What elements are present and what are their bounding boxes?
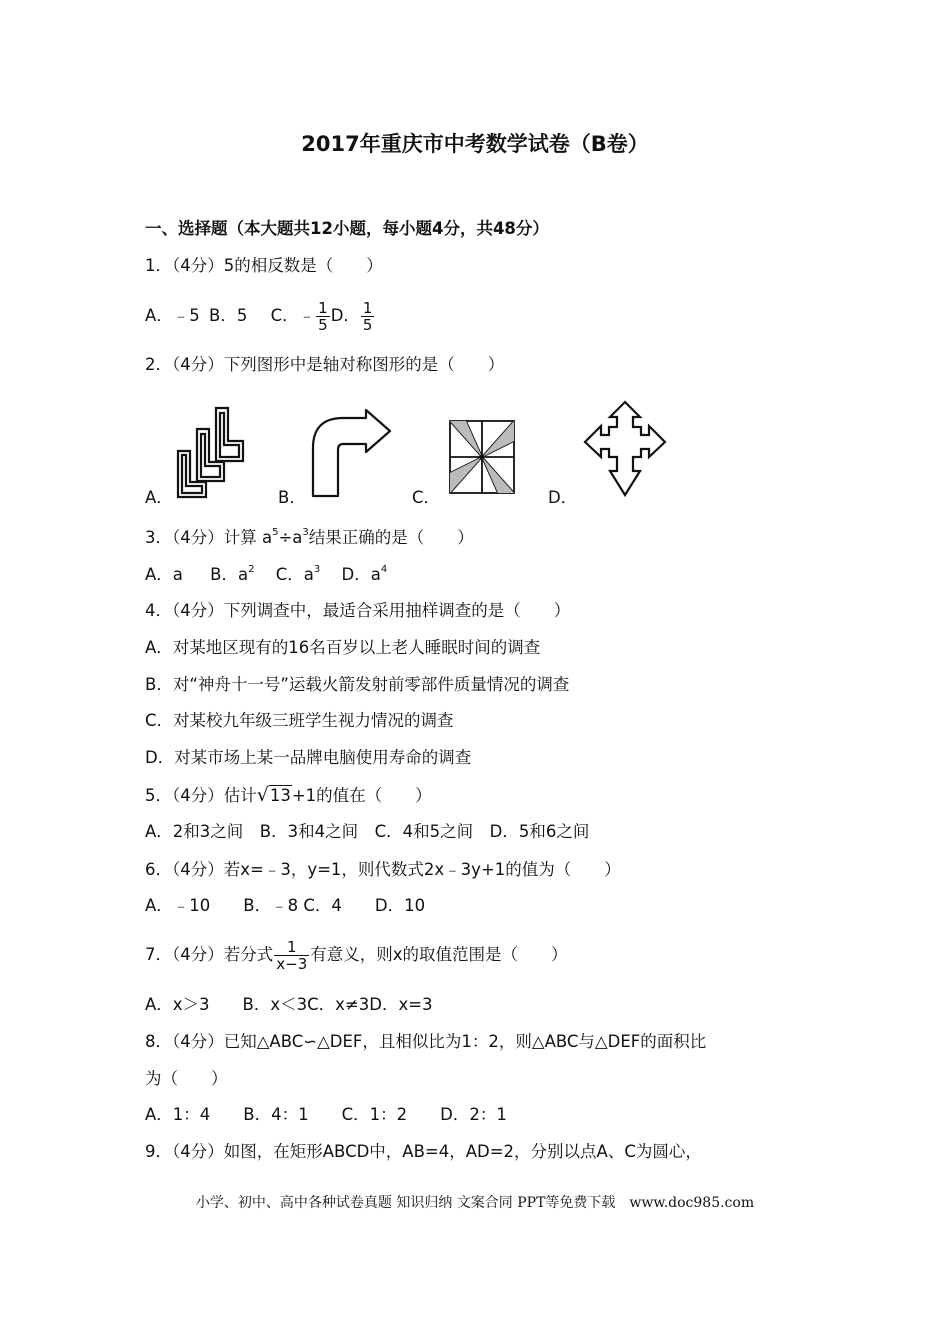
fraction-numerator: 1: [318, 299, 328, 317]
q2-option-c-label: C．: [412, 488, 441, 507]
question-6-stem: 6．（4分）若x=﹣3，y=1，则代数式2x﹣3y+1的值为（ ）: [145, 860, 621, 879]
figure-b-turn-arrow: [308, 408, 393, 498]
option-text: B．a: [210, 565, 249, 584]
q3-option-c: [276, 565, 321, 584]
q3-stem-middle: ÷a: [278, 528, 303, 547]
q5-stem-start: 5．（4分）估计: [145, 786, 257, 805]
fraction-denominator: 5: [318, 316, 328, 334]
q4-option-b: B．对“神舟十一号”运载火箭发射前零部件质量情况的调查: [145, 675, 570, 694]
figure-d-four-arrow-shape: [578, 400, 672, 498]
q7-fraction: [274, 939, 309, 972]
q1-option-d-prefix: D．: [330, 306, 360, 325]
question-3-stem: [145, 528, 474, 548]
q5-stem-end: +1的值在（ ）: [291, 786, 432, 805]
fraction-denominator: x−3: [276, 955, 308, 973]
q1-option-c-fraction: [316, 300, 330, 333]
fraction-numerator: 1: [286, 938, 297, 956]
question-7-stem: [145, 938, 568, 972]
question-8-stem-line-1: 8．（4分）已知△ABC∽△DEF，且相似比为1：2，则△ABC与△DEF的面积比: [145, 1032, 707, 1051]
radicand: 13: [269, 786, 291, 805]
question-1-options: [145, 300, 375, 333]
q1-option-a: A．﹣5: [145, 306, 200, 325]
q7-options: A．x＞3 B．x＜3C．x≠3D．x=3: [145, 995, 433, 1014]
exponent: 3: [313, 564, 321, 575]
option-text: D．a: [341, 565, 381, 584]
q1-option-d-fraction: [361, 300, 375, 333]
question-9-stem: 9．（4分）如图，在矩形ABCD中，AB=4，AD=2，分别以点A、C为圆心，: [145, 1142, 702, 1161]
q2-option-d-label: D．: [548, 488, 578, 507]
q3-stem-start: 3．（4分）计算 a: [145, 528, 273, 547]
exponent: 2: [248, 564, 255, 575]
q3-stem-end: 结果正确的是（ ）: [308, 528, 474, 547]
q4-option-d: D．对某市场上某一品牌电脑使用寿命的调查: [145, 748, 472, 767]
q5-options: A．2和3之间 B．3和4之间 C．4和5之间 D．5和6之间: [145, 822, 590, 841]
section-heading: 一、选择题（本大题共12小题，每小题4分，共48分）: [145, 219, 549, 238]
figure-c-pinwheel: [444, 413, 519, 498]
question-1-stem: 1．（4分）5的相反数是（ ）: [145, 256, 383, 275]
exponent: 3: [302, 527, 309, 538]
figure-a-stacked-l-shapes: [175, 405, 250, 500]
question-5-stem: [145, 785, 432, 806]
q7-stem-end: 有意义，则x的取值范围是（ ）: [310, 945, 568, 964]
question-8-stem-line-2: 为（ ）: [145, 1069, 228, 1088]
exam-title: 2017年重庆市中考数学试卷（B卷）: [301, 132, 649, 156]
fraction-denominator: 5: [362, 316, 373, 334]
option-text: C．a: [275, 565, 314, 584]
q4-option-a: A．对某地区现有的16名百岁以上老人睡眠时间的调查: [145, 638, 541, 657]
q2-option-a-label: A．: [145, 488, 173, 507]
page-footer: 小学、初中、高中各种试卷真题 知识归纳 文案合同 PPT等免费下载 www.doc985.com: [195, 1195, 755, 1211]
q8-options: A．1：4 B．4：1 C．1：2 D．2：1: [145, 1105, 507, 1124]
q4-option-c: C．对某校九年级三班学生视力情况的调查: [145, 711, 454, 730]
question-2-stem: 2．（4分）下列图形中是轴对称图形的是（ ）: [145, 355, 505, 374]
q3-option-d: [341, 565, 387, 584]
question-3-options: [145, 565, 387, 585]
fraction-numerator: 1: [362, 299, 373, 317]
exponent: 5: [272, 527, 279, 538]
question-4-stem: 4．（4分）下列调查中，最适合采用抽样调查的是（ ）: [145, 601, 571, 620]
q3-option-a: A．a: [145, 565, 183, 584]
q3-option-b: [210, 565, 254, 584]
q7-stem-start: 7．（4分）若分式: [145, 945, 274, 964]
exponent: 4: [380, 564, 388, 575]
q1-option-c-prefix: C．﹣: [270, 306, 316, 325]
q1-option-b: B．5: [209, 306, 248, 325]
q2-option-b-label: B．: [278, 488, 306, 507]
q6-options: A．﹣10 B．﹣8 C．4 D．10: [145, 896, 426, 915]
square-root-symbol: √: [256, 784, 269, 806]
